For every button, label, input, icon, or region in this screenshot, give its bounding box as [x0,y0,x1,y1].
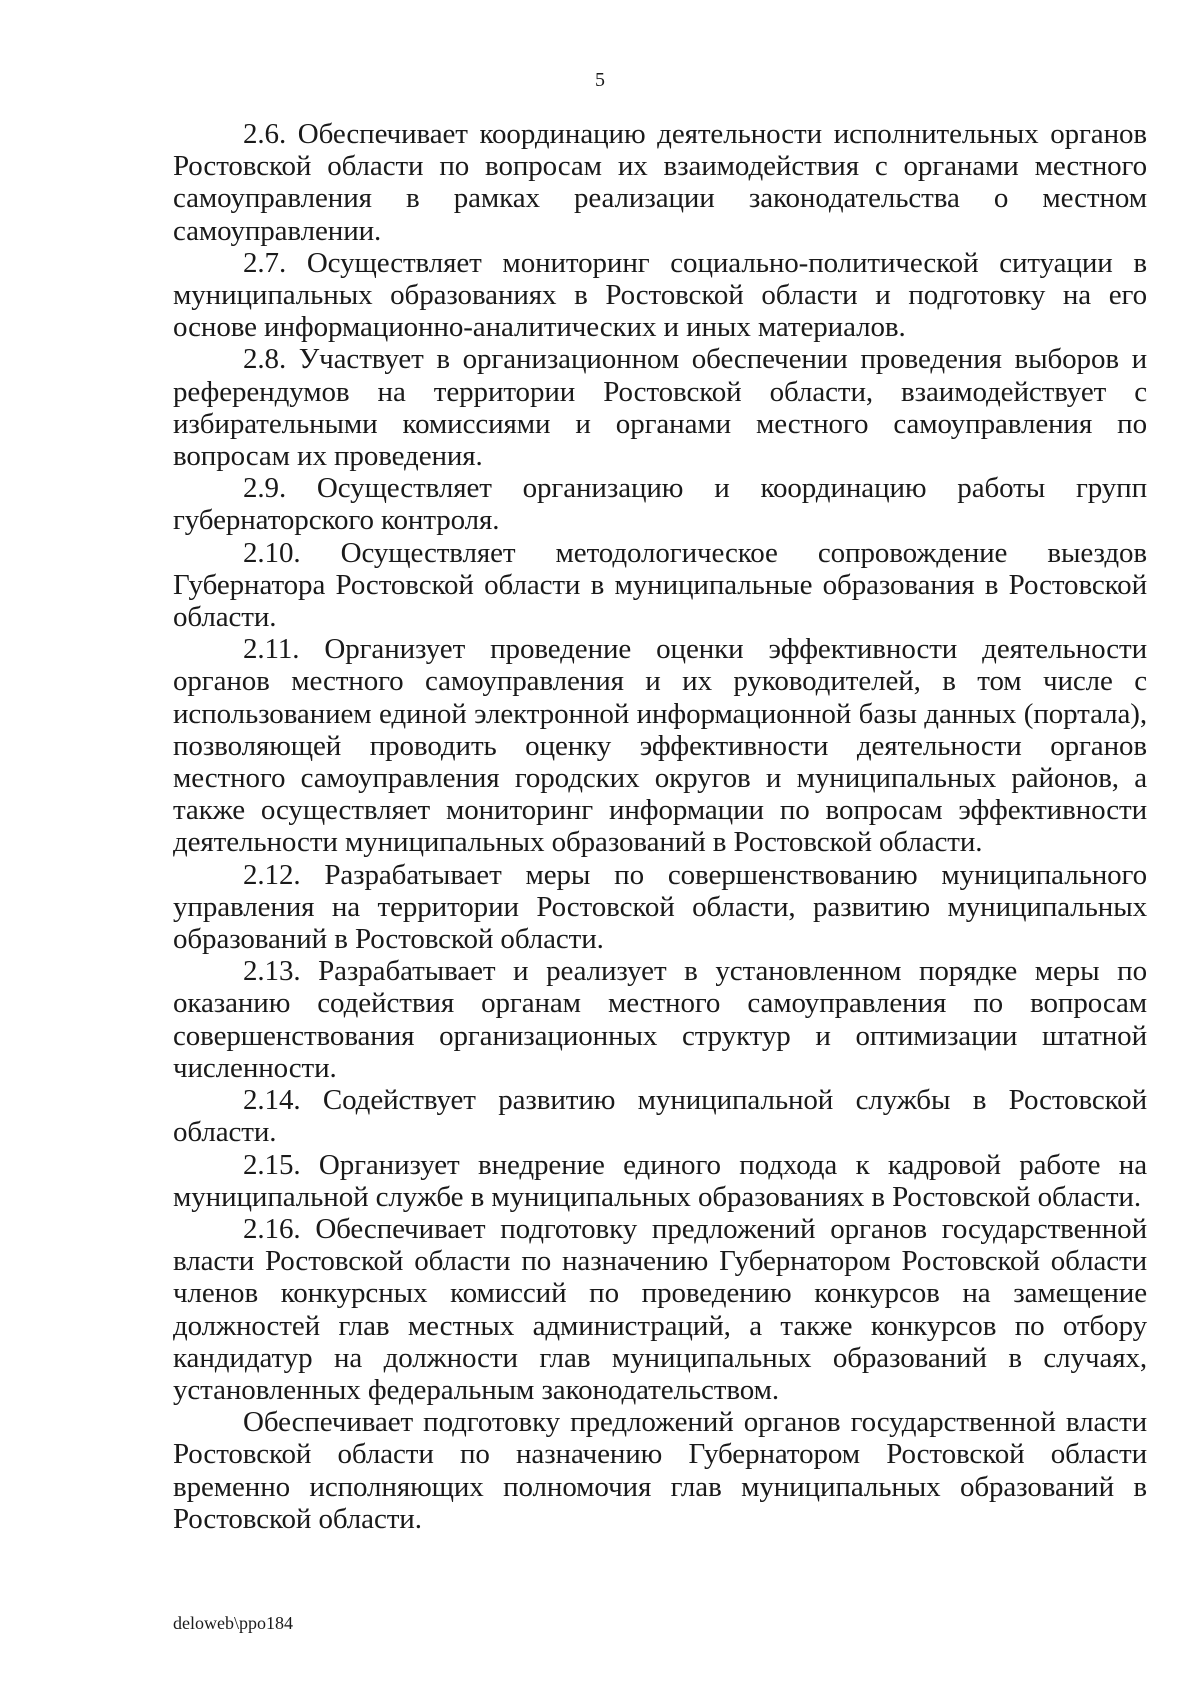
paragraph-2-7: 2.7. Осуществляет мониторинг социально-политической ситуации в муниципальных образованиях в Ростовской области и подготовку на его основе информационно-аналитических и иных материалов. [173,246,1147,344]
paragraph-2-16: 2.16. Обеспечивает подготовку предложений органов государственной власти Ростовской области по назначению Губернатором Ростовской области членов конкурсных комиссий по проведению конкурсов на замещение должностей глав местных администраций, а также конкурсов по отбору кандидатур на должности глав муниципальных образований в случаях, установленных федеральным законодательством. [173,1212,1147,1406]
paragraph-2-10: 2.10. Осуществляет методологическое сопровождение выездов Губернатора Ростовской области в муниципальные образования в Ростовской области. [173,536,1147,634]
paragraph-2-8: 2.8. Участвует в организационном обеспечении проведения выборов и референдумов на территории Ростовской области, взаимодействует с избирательными комиссиями и органами местного самоуправления по вопросам их проведения. [173,343,1147,473]
paragraph-2-11: 2.11. Организует проведение оценки эффективности деятельности органов местного самоуправления и их руководителей, в том числе с использованием единой электронной информационной базы данных (портала), позволяющей проводить оценку эффективности деятельности органов местного самоуправления городских округов и муниципальных районов, а также осуществляет мониторинг информации по вопросам эффективности деятельности муниципальных образований в Ростовской области. [173,633,1147,859]
paragraph-2-14: 2.14. Содействует развитию муниципальной службы в Ростовской области. [173,1084,1147,1149]
paragraph-2-13: 2.13. Разрабатывает и реализует в установленном порядке меры по оказанию содействия органам местного самоуправления по вопросам совершенствования организационных структур и оптимизации штатной численности. [173,955,1147,1084]
paragraph-2-9: 2.9. Осуществляет организацию и координацию работы групп губернаторского контроля. [173,472,1147,537]
paragraph-2-15: 2.15. Организует внедрение единого подхода к кадровой работе на муниципальной службе в муниципальных образованиях в Ростовской области. [173,1148,1147,1213]
document-body [173,118,1147,1535]
document-footer-code: deloweb\ppo184 [173,1613,293,1633]
paragraph-2-6: 2.6. Обеспечивает координацию деятельности исполнительных органов Ростовской области по вопросам их взаимодействия с органами местного самоуправления в рамках реализации законодательства о местном самоуправлении. [173,118,1147,247]
page-number: 5 [595,69,605,91]
paragraph-2-12: 2.12. Разрабатывает меры по совершенствованию муниципального управления на территории Ростовской области, развитию муниципальных образований в Ростовской области. [173,858,1147,956]
paragraph-2-16-continuation: Обеспечивает подготовку предложений органов государственной власти Ростовской области по назначению Губернатором Ростовской области временно исполняющих полномочия глав муниципальных образований в Ростовской области. [173,1406,1147,1535]
